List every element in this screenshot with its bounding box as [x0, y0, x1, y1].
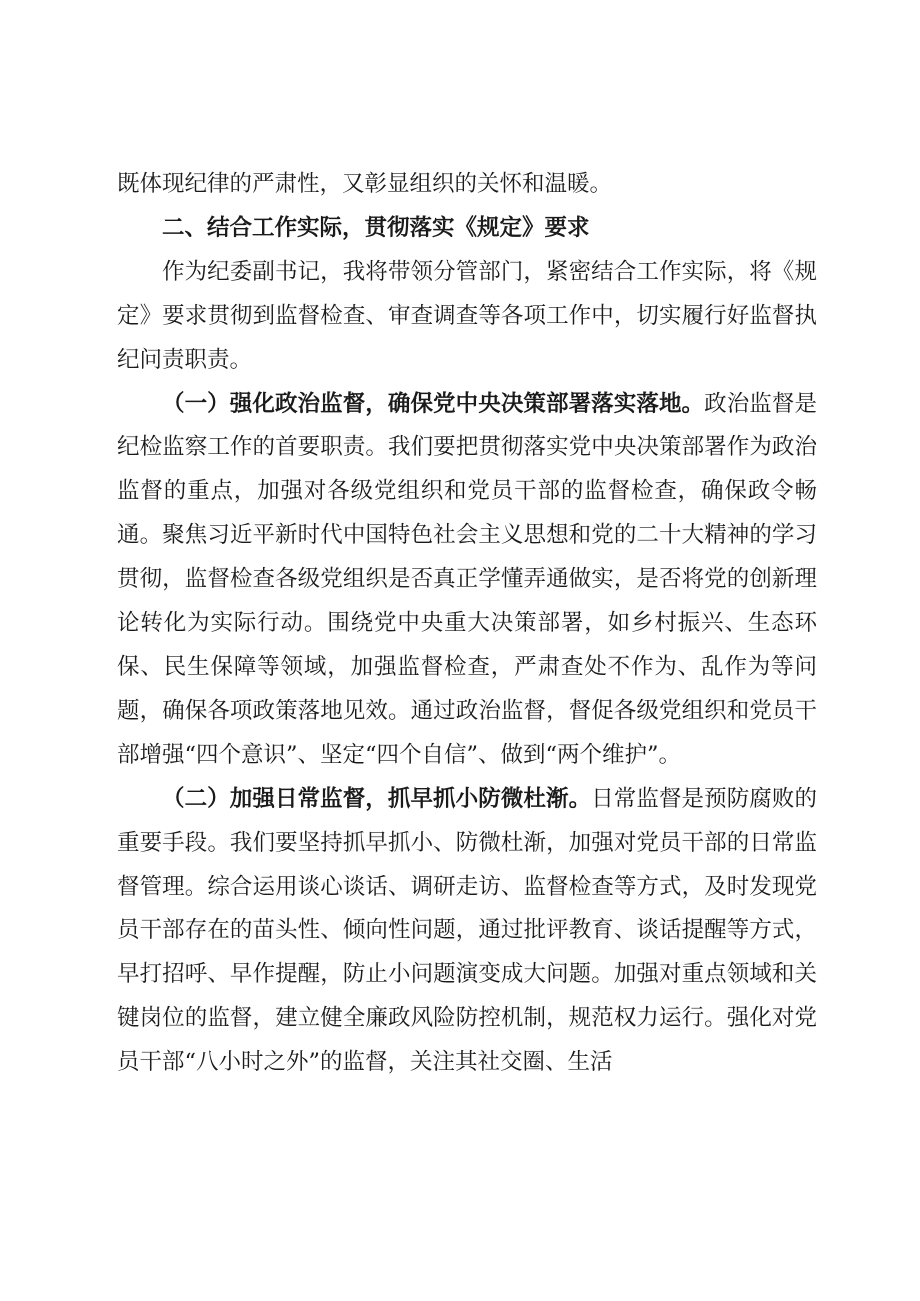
document-body — [117, 163, 817, 1085]
item-1-body: 政治监督是纪检监察工作的首要职责。我们要把贯彻落实党中央决策部署作为政治监督的重点，加强对各级党组织和党员干部的监督检查，确保政令畅通。聚焦习近平新时代中国特色社会主义思想和党的二十大精神的学习贯彻，监督检查各级党组织是否真正学懂弄通做实，是否将党的创新理论转化为实际行动。围绕党中央重大决策部署，如乡村振兴、生态环保、民生保障等领域，加强监督检查，严肃查处不作为、乱作为等问题，确保各项政策落地见效。通过政治监督，督促各级党组织和党员干部增强“四个意识”、坚定“四个自信”、做到“两个维护”。 — [117, 390, 817, 768]
item-2-lead: （二）加强日常监督，抓早抓小防微杜渐。 — [162, 785, 592, 812]
item-2-paragraph — [117, 778, 817, 1085]
item-2-body: 日常监督是预防腐败的重要手段。我们要坚持抓早抓小、防微杜渐，加强对党员干部的日常监督管理。综合运用谈心谈话、调研走访、监督检查等方式，及时发现党员干部存在的苗头性、倾向性问题，通过批评教育、谈话提醒等方式，早打招呼、早作提醒，防止小问题演变成大问题。加强对重点领域和关键岗位的监督，建立健全廉政风险防控机制，规范权力运行。强化对党员干部“八小时之外”的监督，关注其社交圈、生活 — [117, 785, 817, 1076]
item-1-lead: （一）强化政治监督，确保党中央决策部署落实落地。 — [162, 390, 705, 417]
continued-paragraph-line: 既体现纪律的严肃性，又彰显组织的关怀和温暖。 — [117, 171, 613, 197]
section-heading: 二、结合工作实际，贯彻落实《规定》要求 — [162, 214, 590, 241]
intro-paragraph: 作为纪委副书记，我将带领分管部门，紧密结合工作实际，将《规定》要求贯彻到监督检查、审查调查等各项工作中，切实履行好监督执纪问责职责。 — [117, 258, 817, 373]
item-1-paragraph — [117, 383, 817, 778]
